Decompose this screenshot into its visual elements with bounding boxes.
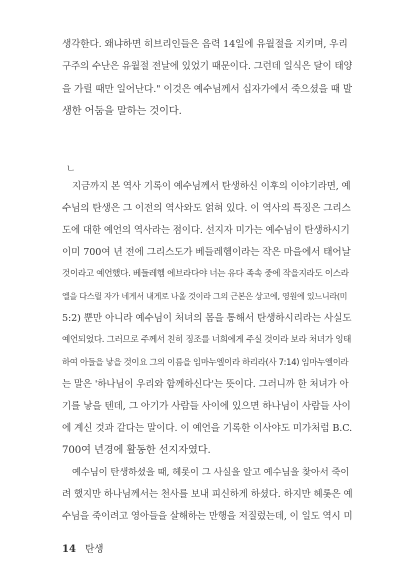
- text-line: 지금까지 본 역사 기록이 예수님께서 탄생하신 이후의 이야기라면, 예: [72, 181, 351, 192]
- text-line: 생각한다. 왜냐하면 히브리인들은 음력 14일에 유월절을 지키며, 우리: [62, 39, 348, 50]
- quote-line: 하여 아들을 낳을 것이요 그의 이름을 임마누엘이라 하리라(사 7:14) 임마누엘이라: [62, 357, 349, 367]
- text-line: 는 말은 '하나님이 우리와 함께하신다'는 뜻이다. 그러니까 한 처녀가 아: [62, 379, 349, 390]
- text-line: 생한 어둠을 말하는 것이다.: [62, 106, 182, 117]
- quote-line: 예언되었다. 그러므로 주께서 친히 징조를 너희에게 주실 것이라 보라 처녀가 잉태: [62, 335, 352, 345]
- text-line: 기를 낳을 텐데, 그 아기가 사람들 사이에 있으면 하나님이 사람들 사이: [62, 401, 351, 412]
- text-line: 려 했지만 하나님께서는 천사를 보내 피신하게 하셨다. 하지만 헤롯은 예: [62, 489, 352, 500]
- text-line: 700여 년경에 활동한 선지자였다.: [62, 445, 211, 456]
- page-footer: [62, 541, 103, 555]
- page-number: 14: [62, 544, 76, 555]
- text-line: 이미 700여 년 전에 그리스도가 베들레헴이라는 작은 마을에서 태어날: [62, 247, 351, 258]
- text-line: 을 가릴 때만 일어난다." 이것은 예수님께서 십자가에서 죽으셨을 때 발: [62, 84, 352, 95]
- text-line: 예수님이 탄생하셨을 때, 헤롯이 그 사실을 알고 예수님을 찾아서 죽이: [72, 467, 350, 478]
- quote-line: 것이라고 예언했다. 베들레헴 에브라다야 너는 유다 족속 중에 작을지라도 이스라: [62, 269, 349, 279]
- text-line: 수님의 탄생은 그 이전의 역사와도 얽혀 있다. 이 역사의 특징은 그리스: [62, 203, 351, 214]
- section-marker: ㄴ: [66, 164, 76, 175]
- running-title: 탄생: [85, 544, 104, 555]
- text-line: 5:2) 뿐만 아니라 예수님이 처녀의 몸을 통해서 탄생하시리라는 사실도: [62, 313, 352, 324]
- text-line: 수님을 죽이려고 영아들을 살해하는 만행을 저질렀는데, 이 일도 역시 미: [62, 511, 352, 522]
- text-line: 구주의 수난은 유월절 전날에 있었기 때문이다. 그런데 일식은 달이 태양: [62, 61, 352, 72]
- quote-line: 엘을 다스릴 자가 네게서 내게로 나올 것이라 그의 근본은 상고에, 영원에 있느니라(미: [62, 291, 348, 301]
- text-line: 에 계신 것과 같다는 말이다. 이 예언을 기록한 이사야도 미가처럼 B.C.: [62, 423, 352, 434]
- text-line: 도에 대한 예언의 역사라는 점이다. 선지자 미가는 예수님이 탄생하시기: [62, 225, 350, 236]
